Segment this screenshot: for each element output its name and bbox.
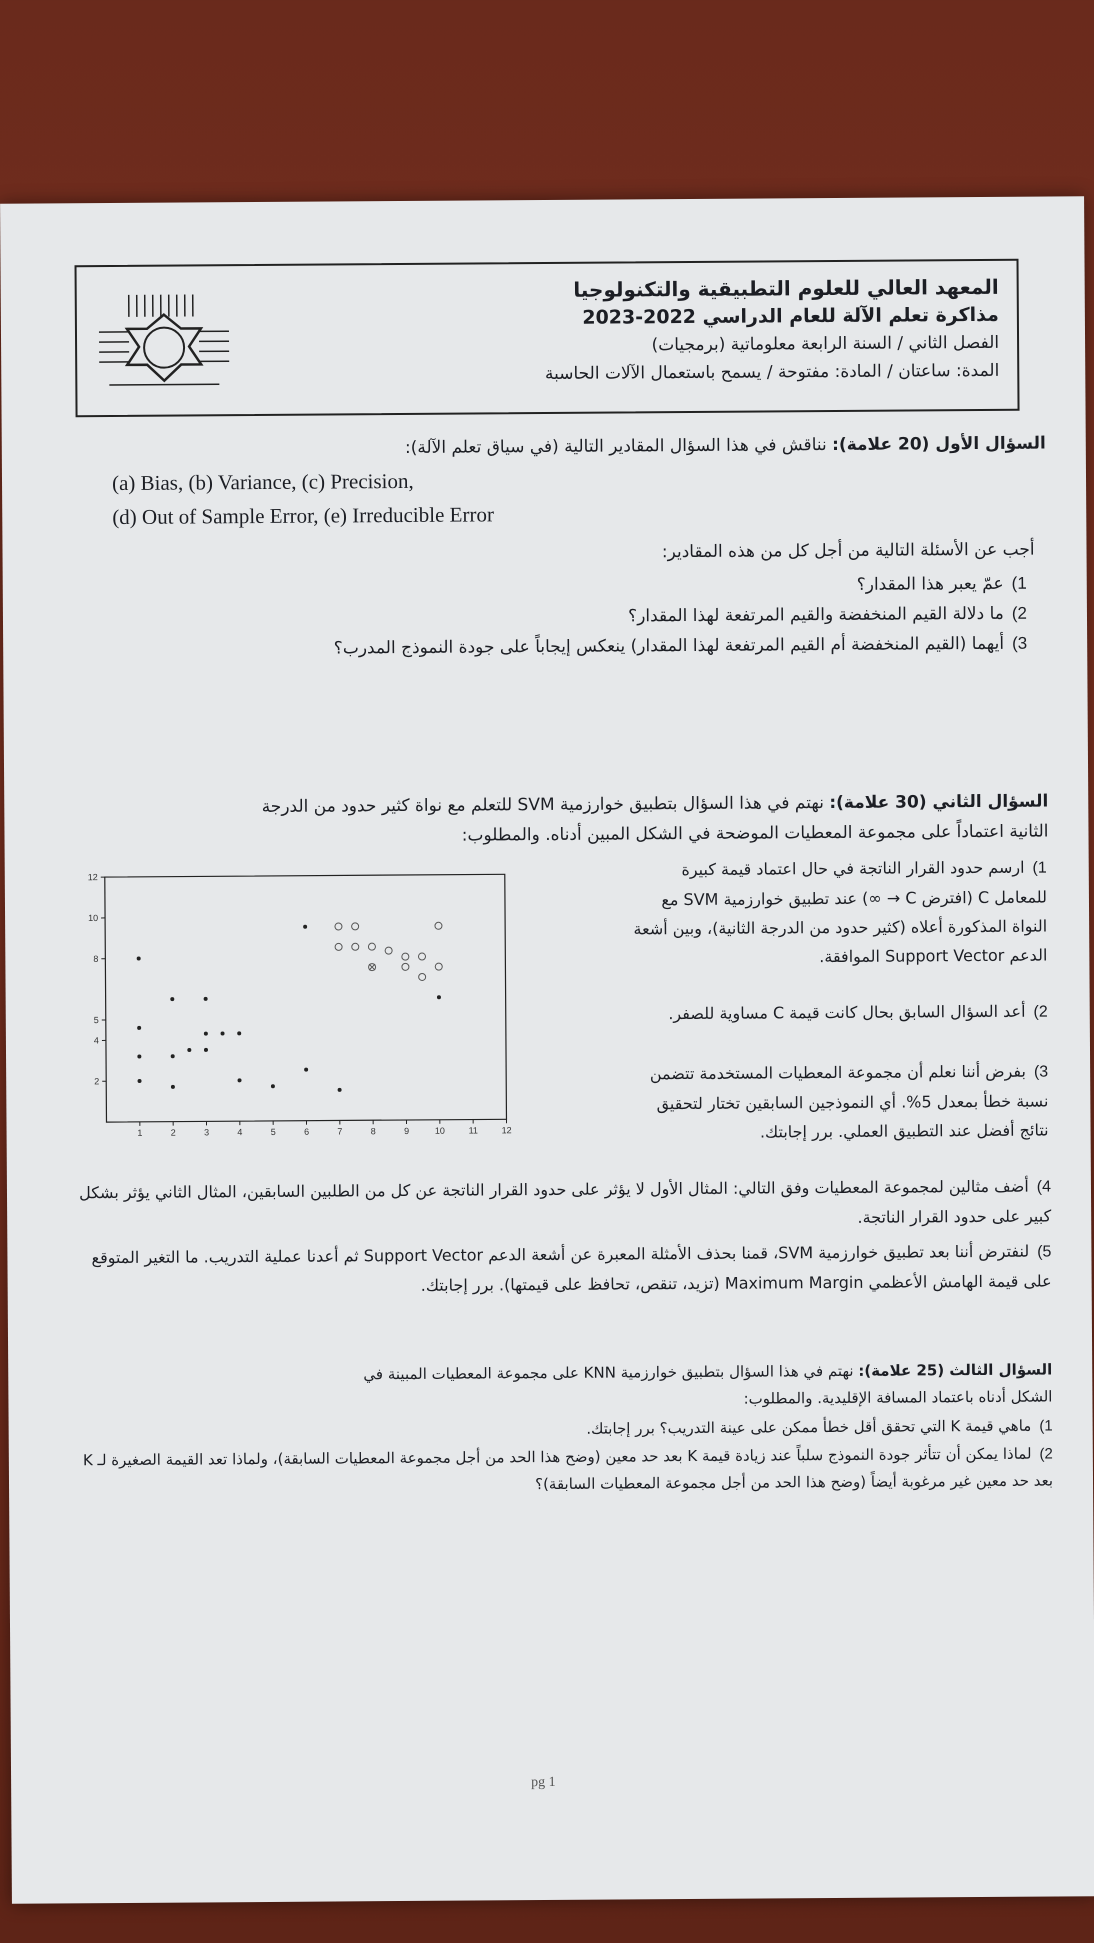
- q2-item-3: 3)بفرض أننا نعلم أن مجموعة المعطيات المستخدمة تتضمن نسبة خطأ بمعدل 5%. أي النموذجين السابقين تختار لتحقيق نتائج أفضل عند التطبيق العملي. برر إجابتك.: [649, 1061, 1049, 1142]
- x-tick-label: 2: [170, 1127, 176, 1138]
- data-point-dot: [303, 925, 307, 929]
- data-point-circle: [335, 923, 342, 930]
- data-point-circle: [335, 943, 342, 950]
- duration-line: المدة: ساعتان / المادة: مفتوحة / يسمح باستعمال الآلات الحاسبة: [544, 360, 1000, 385]
- semester-line: الفصل الثاني / السنة الرابعة معلوماتية (برمجيات): [651, 332, 1000, 356]
- q2-intro-2: الثانية اعتماداً على مجموعة المعطيات الموضحة في الشكل المبين أدناه. والمطلوب:: [461, 821, 1049, 846]
- x-tick-label: 9: [404, 1125, 410, 1137]
- data-point-dot: [304, 1068, 308, 1072]
- data-point-dot: [171, 1054, 175, 1058]
- y-tick-label: 8: [93, 953, 99, 964]
- data-point-dot: [238, 1078, 242, 1082]
- q3-title: السؤال الثالث (25 علامة):: [858, 1360, 1053, 1380]
- data-point-dot: [204, 1048, 208, 1052]
- q3-intro-2: الشكل أدناه باعتماد المسافة الإقليدية. والمطلوب:: [743, 1387, 1053, 1408]
- x-tick-label: 6: [304, 1126, 310, 1137]
- header-box: [75, 259, 1020, 418]
- data-point-dot: [137, 1026, 141, 1030]
- data-point-circle: [368, 943, 375, 950]
- data-point-dot: [138, 1079, 142, 1083]
- x-tick-label: 8: [370, 1126, 376, 1137]
- data-point-circle: [435, 963, 442, 970]
- q1-intro: نناقش في هذا السؤال المقادير التالية (في سياق تعلم الآلة):: [404, 435, 827, 458]
- y-tick-label: 5: [93, 1015, 99, 1026]
- page-number: pg 1: [531, 1774, 556, 1791]
- q2-item-2: 2)أعد السؤال السابق بحال كانت قيمة C مساوية للصفر.: [668, 1001, 1048, 1024]
- institute-name: المعهد العالي للعلوم التطبيقية والتكنولوجيا: [573, 274, 999, 302]
- y-tick-label: 4: [93, 1035, 99, 1046]
- x-tick-label: 1: [137, 1127, 143, 1138]
- data-point-circle: [352, 943, 359, 950]
- y-tick-label: 10: [88, 912, 99, 924]
- q3-item-2: 2)لماذا يمكن أن تتأثر جودة النموذج سلباً عند زيادة قيمة K بعد حد معين (وضح هذا الحد من أجل مجموعة المعطيات السابقة)، ولماذا تعد القيمة الصغيرة لـ K بعد حد معين غير مرغوبة أيضاً (وضح هذا الحد من أجل مجموعة المعطيات السابقة)؟: [82, 1444, 1054, 1494]
- data-point-dot: [170, 997, 174, 1001]
- data-point-dot: [171, 1085, 175, 1089]
- x-tick-label: 12: [501, 1125, 512, 1136]
- data-point-dot: [204, 1032, 208, 1036]
- data-point-circle: [385, 947, 392, 954]
- q1-heading: [86, 429, 1046, 466]
- data-point-circle: [402, 953, 409, 960]
- x-tick-label: 5: [270, 1126, 276, 1137]
- data-point-dot: [237, 1031, 241, 1035]
- x-tick-label: 4: [237, 1127, 243, 1138]
- data-point-dot: [187, 1048, 191, 1052]
- list-item: 3)أيهما (القيم المنخفضة أم القيم المرتفعة لهذا المقدار) ينعكس إيجاباً على جودة النموذج المدرب؟: [333, 633, 1028, 659]
- data-point-circle: [402, 963, 409, 970]
- x-tick-label: 3: [204, 1127, 210, 1138]
- y-tick-label: 2: [94, 1076, 100, 1087]
- data-point-circle: [418, 953, 425, 960]
- institute-logo: [89, 276, 240, 405]
- scatter-chart: [83, 868, 525, 1141]
- x-tick-label: 11: [468, 1125, 478, 1136]
- data-point-dot: [221, 1031, 225, 1035]
- y-tick-label: 12: [87, 872, 98, 883]
- exam-title: مذاكرة تعلم الآلة للعام الدراسي 2022-2023: [582, 303, 999, 329]
- data-point-dot: [137, 1055, 141, 1059]
- data-point-dot: [338, 1088, 342, 1092]
- q2-intro-1: نهتم في هذا السؤال بتطبيق خوارزمية SVM للتعلم مع نواة كثير حدود من الدرجة: [261, 793, 824, 817]
- x-tick-label: 7: [337, 1126, 343, 1137]
- q1-title: السؤال الأول (20 علامة):: [832, 433, 1046, 456]
- q1-list: [127, 569, 1028, 665]
- q3-intro-1: نهتم في هذا السؤال بتطبيق خوارزمية KNN على مجموعة المعطيات المبينة في: [363, 1361, 854, 1384]
- data-point-dot: [437, 995, 441, 999]
- list-item: 2)ما دلالة القيم المنخفضة والقيم المرتفعة لهذا المقدار؟: [628, 603, 1028, 627]
- data-point-cross: [369, 964, 375, 970]
- q1-terms-line-1: (a) Bias, (b) Variance, (c) Precision,: [111, 468, 414, 496]
- q1-terms-line-2: (d) Out of Sample Error, (e) Irreducible Error: [112, 502, 495, 530]
- data-point-circle: [435, 922, 442, 929]
- exam-sheet: [0, 196, 1094, 1904]
- q2-item-4: 4)أضف مثالين لمجموعة المعطيات وفق التالي: المثال الأول لا يؤثر على حدود القرار الناتجة عن كل من الطلبين السابقين، المثال الثاني يؤثر بشكل كبير على حدود القرار الناتجة.: [78, 1176, 1052, 1227]
- q1-instruction: أجب عن الأسئلة التالية من أجل كل من هذه المقادير:: [661, 539, 1035, 563]
- data-point-circle: [419, 973, 426, 980]
- scatter-plot: [83, 868, 525, 1141]
- x-tick-label: 10: [434, 1125, 445, 1136]
- q2-item-5: 5)لنفترض أننا بعد تطبيق خوارزمية SVM، قمنا بحذف الأمثلة المعبرة عن أشعة الدعم Support Vector ثم أعدنا عملية التدريب. ما التغير المتوقع على قيمة الهامش الأعظمي Maximum Margin (تزيد، تنقص، تحافظ على قيمتها). برر إجابتك.: [91, 1241, 1052, 1295]
- q2-title: السؤال الثاني (30 علامة):: [829, 791, 1049, 814]
- data-point-dot: [271, 1084, 275, 1088]
- data-point-dot: [137, 957, 141, 961]
- q3-item-1: 1)ماهي قيمة K التي تحقق أقل خطأ ممكن على عينة التدريب؟ برر إجابتك.: [586, 1416, 1053, 1438]
- data-point-dot: [204, 997, 208, 1001]
- data-point-circle: [352, 923, 359, 930]
- q2-item-1: 1)ارسم حدود القرار الناتجة في حال اعتماد قيمة كبيرة للمعامل C (افترض C → ∞) عند تطبيق خوارزمية SVM مع النواة المذكورة أعلاه (كثير حدود من الدرجة الثانية)، وبين أشعة الدعم Support Vector الموافقة.: [633, 857, 1048, 967]
- plot-frame: [105, 874, 507, 1122]
- list-item: 1)عمّ يعبر هذا المقدار؟: [856, 573, 1027, 595]
